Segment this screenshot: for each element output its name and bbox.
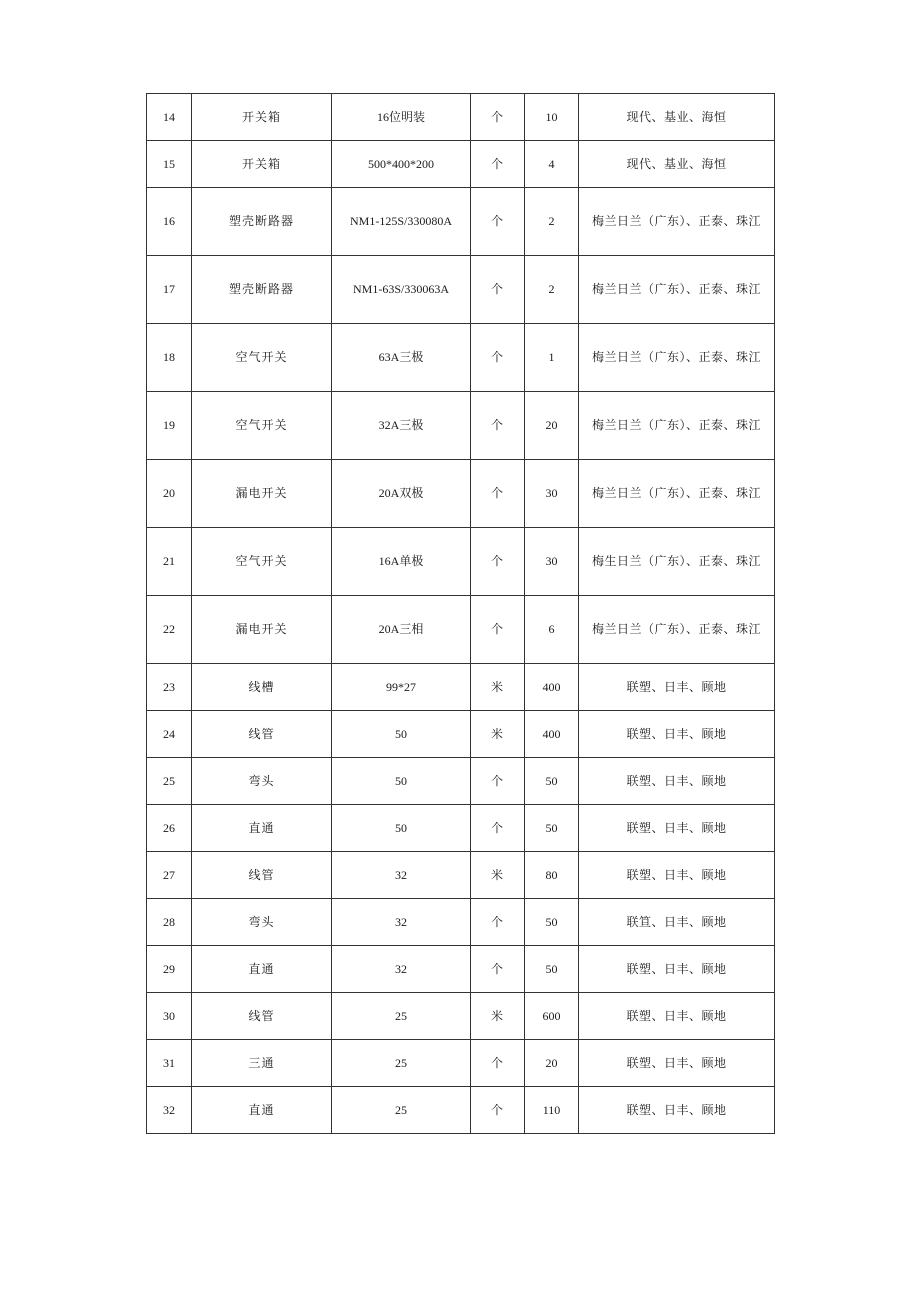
cell-number: 18 — [147, 324, 192, 392]
cell-quantity: 6 — [525, 596, 579, 664]
cell-brand: 梅兰日兰（广东）、正泰、珠江 — [579, 596, 775, 664]
cell-brand: 梅生日兰（广东）、正泰、珠江 — [579, 528, 775, 596]
cell-number: 32 — [147, 1087, 192, 1134]
cell-item-name: 漏电开关 — [192, 460, 332, 528]
cell-specification: 50 — [332, 711, 471, 758]
cell-unit: 米 — [471, 664, 525, 711]
cell-brand: 现代、基业、海恒 — [579, 94, 775, 141]
cell-number: 24 — [147, 711, 192, 758]
cell-item-name: 线管 — [192, 852, 332, 899]
cell-unit: 米 — [471, 711, 525, 758]
cell-quantity: 30 — [525, 460, 579, 528]
cell-specification: 32 — [332, 946, 471, 993]
cell-unit: 个 — [471, 899, 525, 946]
table-row — [147, 188, 775, 256]
cell-unit: 个 — [471, 188, 525, 256]
cell-number: 29 — [147, 946, 192, 993]
cell-item-name: 开关箱 — [192, 94, 332, 141]
cell-item-name: 直通 — [192, 946, 332, 993]
cell-quantity: 30 — [525, 528, 579, 596]
cell-quantity: 110 — [525, 1087, 579, 1134]
cell-brand: 联塑、日丰、顾地 — [579, 946, 775, 993]
cell-brand: 联塑、日丰、顾地 — [579, 664, 775, 711]
cell-quantity: 50 — [525, 946, 579, 993]
table-row — [147, 1087, 775, 1134]
cell-item-name: 空气开关 — [192, 528, 332, 596]
cell-item-name: 开关箱 — [192, 141, 332, 188]
cell-specification: 32A三极 — [332, 392, 471, 460]
cell-specification: 63A三极 — [332, 324, 471, 392]
cell-brand: 联塑、日丰、顾地 — [579, 758, 775, 805]
cell-quantity: 10 — [525, 94, 579, 141]
cell-unit: 个 — [471, 1040, 525, 1087]
cell-number: 30 — [147, 993, 192, 1040]
cell-specification: 16A单极 — [332, 528, 471, 596]
cell-quantity: 2 — [525, 188, 579, 256]
cell-number: 16 — [147, 188, 192, 256]
cell-quantity: 50 — [525, 805, 579, 852]
cell-specification: 50 — [332, 805, 471, 852]
table-row — [147, 664, 775, 711]
table-row — [147, 1040, 775, 1087]
cell-number: 31 — [147, 1040, 192, 1087]
cell-specification: 20A三相 — [332, 596, 471, 664]
cell-unit: 个 — [471, 392, 525, 460]
cell-number: 19 — [147, 392, 192, 460]
cell-specification: NM1-125S/330080A — [332, 188, 471, 256]
cell-unit: 个 — [471, 528, 525, 596]
cell-specification: 20A双极 — [332, 460, 471, 528]
cell-quantity: 600 — [525, 993, 579, 1040]
table-row — [147, 460, 775, 528]
cell-item-name: 线槽 — [192, 664, 332, 711]
cell-number: 20 — [147, 460, 192, 528]
cell-quantity: 2 — [525, 256, 579, 324]
cell-quantity: 400 — [525, 711, 579, 758]
table-row — [147, 758, 775, 805]
cell-number: 26 — [147, 805, 192, 852]
cell-unit: 个 — [471, 596, 525, 664]
cell-brand: 联塑、日丰、顾地 — [579, 993, 775, 1040]
table-row — [147, 256, 775, 324]
cell-number: 27 — [147, 852, 192, 899]
cell-number: 28 — [147, 899, 192, 946]
materials-table — [146, 93, 775, 1134]
cell-unit: 个 — [471, 758, 525, 805]
cell-specification: 32 — [332, 852, 471, 899]
cell-specification: 99*27 — [332, 664, 471, 711]
cell-unit: 个 — [471, 256, 525, 324]
cell-specification: 32 — [332, 899, 471, 946]
cell-specification: 50 — [332, 758, 471, 805]
cell-item-name: 塑壳断路器 — [192, 256, 332, 324]
table-row — [147, 94, 775, 141]
table-row — [147, 805, 775, 852]
table-row — [147, 596, 775, 664]
cell-quantity: 1 — [525, 324, 579, 392]
table-row — [147, 899, 775, 946]
cell-item-name: 三通 — [192, 1040, 332, 1087]
cell-specification: 25 — [332, 1040, 471, 1087]
cell-number: 25 — [147, 758, 192, 805]
cell-quantity: 50 — [525, 899, 579, 946]
cell-unit: 个 — [471, 324, 525, 392]
cell-brand: 联笪、日丰、顾地 — [579, 899, 775, 946]
cell-item-name: 塑壳断路器 — [192, 188, 332, 256]
cell-brand: 梅兰日兰（广东）、正泰、珠江 — [579, 188, 775, 256]
cell-number: 14 — [147, 94, 192, 141]
cell-unit: 个 — [471, 1087, 525, 1134]
cell-item-name: 空气开关 — [192, 392, 332, 460]
cell-item-name: 弯头 — [192, 758, 332, 805]
cell-number: 17 — [147, 256, 192, 324]
table-row — [147, 141, 775, 188]
cell-number: 22 — [147, 596, 192, 664]
cell-item-name: 直通 — [192, 1087, 332, 1134]
cell-brand: 联塑、日丰、顾地 — [579, 1087, 775, 1134]
cell-item-name: 空气开关 — [192, 324, 332, 392]
cell-quantity: 20 — [525, 1040, 579, 1087]
cell-item-name: 漏电开关 — [192, 596, 332, 664]
cell-quantity: 400 — [525, 664, 579, 711]
cell-specification: 500*400*200 — [332, 141, 471, 188]
cell-quantity: 20 — [525, 392, 579, 460]
cell-unit: 个 — [471, 946, 525, 993]
cell-brand: 联塑、日丰、顾地 — [579, 711, 775, 758]
cell-item-name: 直通 — [192, 805, 332, 852]
cell-quantity: 80 — [525, 852, 579, 899]
cell-item-name: 线管 — [192, 993, 332, 1040]
cell-unit: 米 — [471, 852, 525, 899]
cell-brand: 联塑、日丰、顾地 — [579, 1040, 775, 1087]
cell-specification: 25 — [332, 1087, 471, 1134]
cell-specification: 16位明装 — [332, 94, 471, 141]
table-row — [147, 852, 775, 899]
table-row — [147, 993, 775, 1040]
table-row — [147, 324, 775, 392]
cell-brand: 现代、基业、海恒 — [579, 141, 775, 188]
table-row — [147, 711, 775, 758]
cell-quantity: 50 — [525, 758, 579, 805]
cell-item-name: 线管 — [192, 711, 332, 758]
cell-item-name: 弯头 — [192, 899, 332, 946]
cell-number: 21 — [147, 528, 192, 596]
cell-number: 15 — [147, 141, 192, 188]
table-body — [147, 94, 775, 1134]
table-row — [147, 392, 775, 460]
table-row — [147, 946, 775, 993]
cell-brand: 联塑、日丰、顾地 — [579, 805, 775, 852]
cell-brand: 梅兰日兰（广东）、正泰、珠江 — [579, 324, 775, 392]
cell-brand: 梅兰日兰（广东）、正泰、珠江 — [579, 460, 775, 528]
cell-brand: 梅兰日兰（广东）、正泰、珠江 — [579, 392, 775, 460]
cell-unit: 个 — [471, 141, 525, 188]
cell-unit: 个 — [471, 805, 525, 852]
table-row — [147, 528, 775, 596]
cell-unit: 个 — [471, 460, 525, 528]
cell-number: 23 — [147, 664, 192, 711]
cell-specification: NM1-63S/330063A — [332, 256, 471, 324]
cell-unit: 米 — [471, 993, 525, 1040]
cell-quantity: 4 — [525, 141, 579, 188]
cell-specification: 25 — [332, 993, 471, 1040]
cell-unit: 个 — [471, 94, 525, 141]
cell-brand: 梅兰日兰（广东）、正泰、珠江 — [579, 256, 775, 324]
cell-brand: 联塑、日丰、顾地 — [579, 852, 775, 899]
